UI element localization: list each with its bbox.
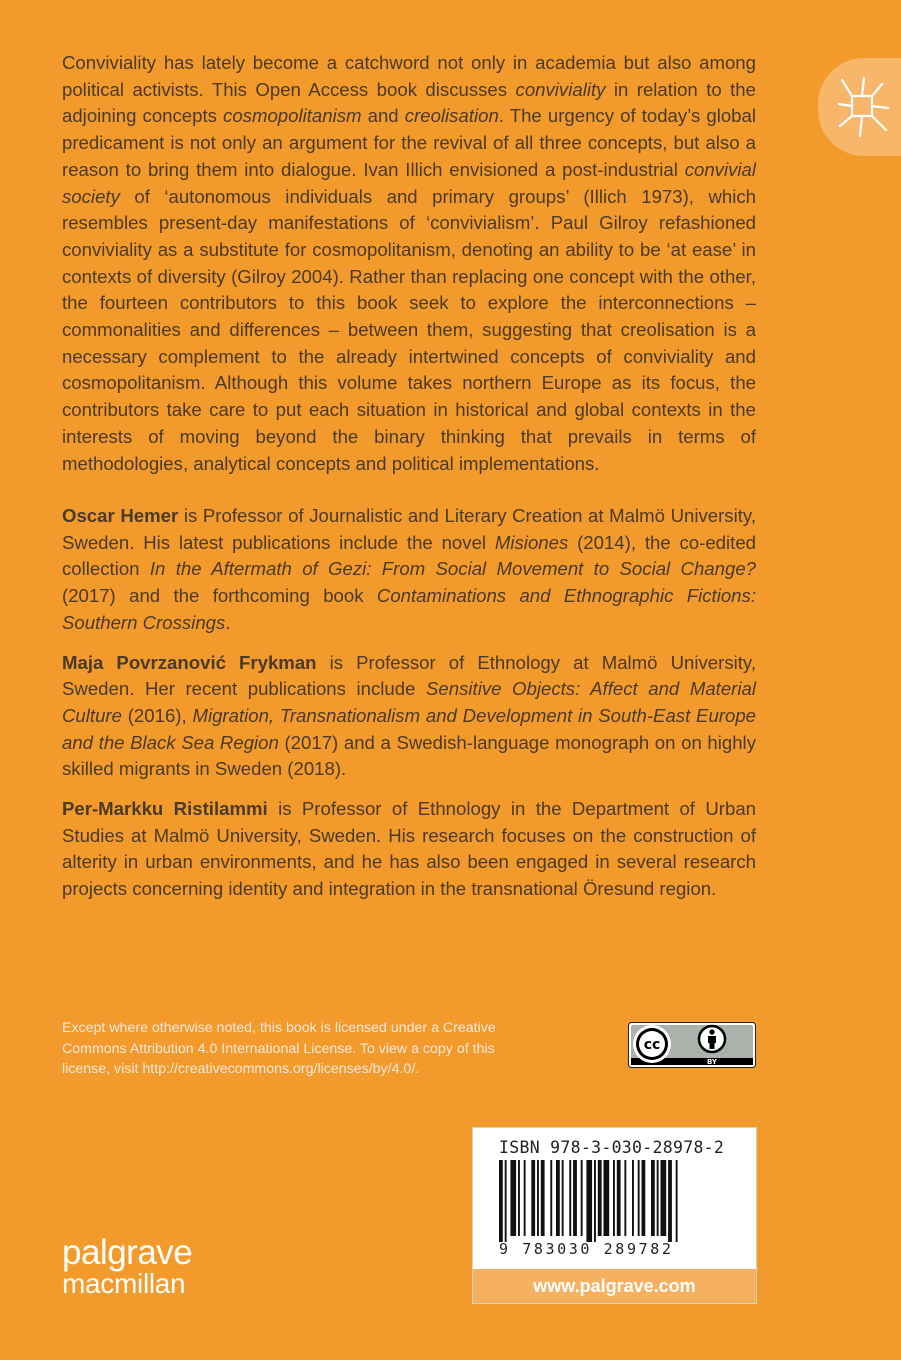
bio-ristilammi: Per-Markku Ristilammi is Professor of Ethnology in the Department of Urban Studies at Malmö University, Sweden. His research focuses on the construction of alterity in urban environments, and he has also been engaged in several research projects concerning identity and integration in the transnational Öresund region. <box>62 798 756 900</box>
barcode-bar <box>613 1160 615 1236</box>
bio-hemer: Oscar Hemer is Professor of Journalistic and Literary Creation at Malmö University, Sweden. His latest publications include the novel Misiones (2014), the co-edited collection In the Aftermath of Gezi: From Social Movement to Social Change? (2017) and the forthcoming book Contaminations and Ethnographic Fictions: Southern Crossings. <box>62 505 757 633</box>
barcode-bar <box>642 1160 646 1236</box>
by-text: BY <box>706 1058 718 1066</box>
barcode-bar <box>541 1160 545 1236</box>
author-bios <box>62 503 756 916</box>
barcode-bar <box>598 1160 602 1236</box>
bio-frykman: Maja Povrzanović Frykman is Professor of Ethnology at Malmö University, Sweden. Her recent publications include Sensitive Objects: Affect and Material Culture (2016), Migration, Transnationalism and Development in South-East Europe and the Black Sea Region (2017) and a Swedish-language monograph on on highly skilled migrants in Sweden (2018). <box>62 651 757 780</box>
barcode-bar <box>624 1160 626 1236</box>
barcode-bar <box>518 1160 520 1236</box>
barcode-bar <box>531 1160 535 1236</box>
barcode-digits: 9 783030 289782 <box>499 1240 674 1258</box>
license-line: Commons Attribution 4.0 International License. To view a copy of this <box>62 1040 495 1057</box>
barcode-bar <box>594 1160 596 1242</box>
barcode-bar <box>562 1160 564 1236</box>
palgrave-network-logo-icon <box>838 76 890 138</box>
barcode-bar <box>524 1160 526 1236</box>
barcode-bar <box>657 1160 659 1236</box>
barcode-bar <box>676 1160 678 1242</box>
license-line: Except where otherwise noted, this book is licensed under a Creative <box>62 1020 496 1036</box>
palgrave-logo-badge <box>818 58 901 156</box>
barcode-icon <box>499 1160 733 1242</box>
publisher-url: www.palgrave.com <box>473 1269 756 1303</box>
barcode-bar <box>638 1160 640 1236</box>
description-paragraph: Conviviality has lately become a catchword not only in academia but also among political activists. This Open Access book discusses conviviality in relation to the adjoining concepts cosmopolitanism and creolisation. The urgency of today’s global predicament is not only an argument for the revival of all three concepts, but also a reason to bring them into dialogue. Ivan Illich envisioned a post-industrial convivial society of ‘autonomous individuals and primary groups’ (Illich 1973), which resembles present-day manifestations of ‘convivialism’. Paul Gilroy refashioned conviviality as a substitute for cosmopolitanism, denoting an ability to be ‘at ease’ in contexts of diversity (Gilroy 2004). Rather than replacing one concept with the other, the fourteen contributors to this book seek to explore the interconnections – commonalities and differences – between them, suggesting that creolisation is a necessary complement to the already intertwined concepts of conviviality and cosmopolitanism. Although this volume takes northern Europe as its focus, the contributors take care to put each situation in historical and global contexts in the interests of moving beyond the binary thinking that prevails in terms of methodologies, analytical concepts and political implementations. <box>62 52 756 474</box>
book-description <box>62 50 756 477</box>
isbn-label: ISBN 978-3-030-28978-2 <box>499 1138 725 1157</box>
isbn-barcode-block <box>472 1127 757 1304</box>
barcode-bar <box>556 1160 560 1236</box>
license-notice <box>62 1018 542 1080</box>
barcode-bar <box>581 1160 583 1236</box>
barcode-bar <box>604 1160 610 1236</box>
barcode-bar <box>573 1160 577 1236</box>
author-name: Per-Markku Ristilammi <box>62 798 268 820</box>
cc-text: cc <box>643 1037 661 1053</box>
barcode-bar <box>569 1160 571 1236</box>
barcode-bar <box>510 1160 516 1236</box>
author-name: Maja Povrzanović Frykman <box>62 651 317 673</box>
author-name: Oscar Hemer <box>62 505 179 526</box>
publisher-logo <box>62 1233 193 1299</box>
barcode-bar <box>617 1160 621 1236</box>
barcode-bar <box>661 1160 667 1236</box>
license-line: license, visit http://creativecommons.org/licenses/by/4.0/. <box>62 1061 420 1077</box>
barcode-bar <box>651 1160 655 1236</box>
barcode-bar <box>550 1160 552 1236</box>
barcode-bar <box>505 1160 507 1242</box>
barcode-bar <box>499 1160 503 1242</box>
barcode-bar <box>668 1160 672 1242</box>
barcode-bar <box>632 1160 634 1236</box>
publisher-subname: macmillan <box>62 1268 186 1299</box>
publisher-name: palgrave <box>62 1233 193 1272</box>
barcode-bar <box>586 1160 592 1242</box>
barcode-bar <box>537 1160 539 1236</box>
creative-commons-badge-icon <box>628 1022 756 1068</box>
